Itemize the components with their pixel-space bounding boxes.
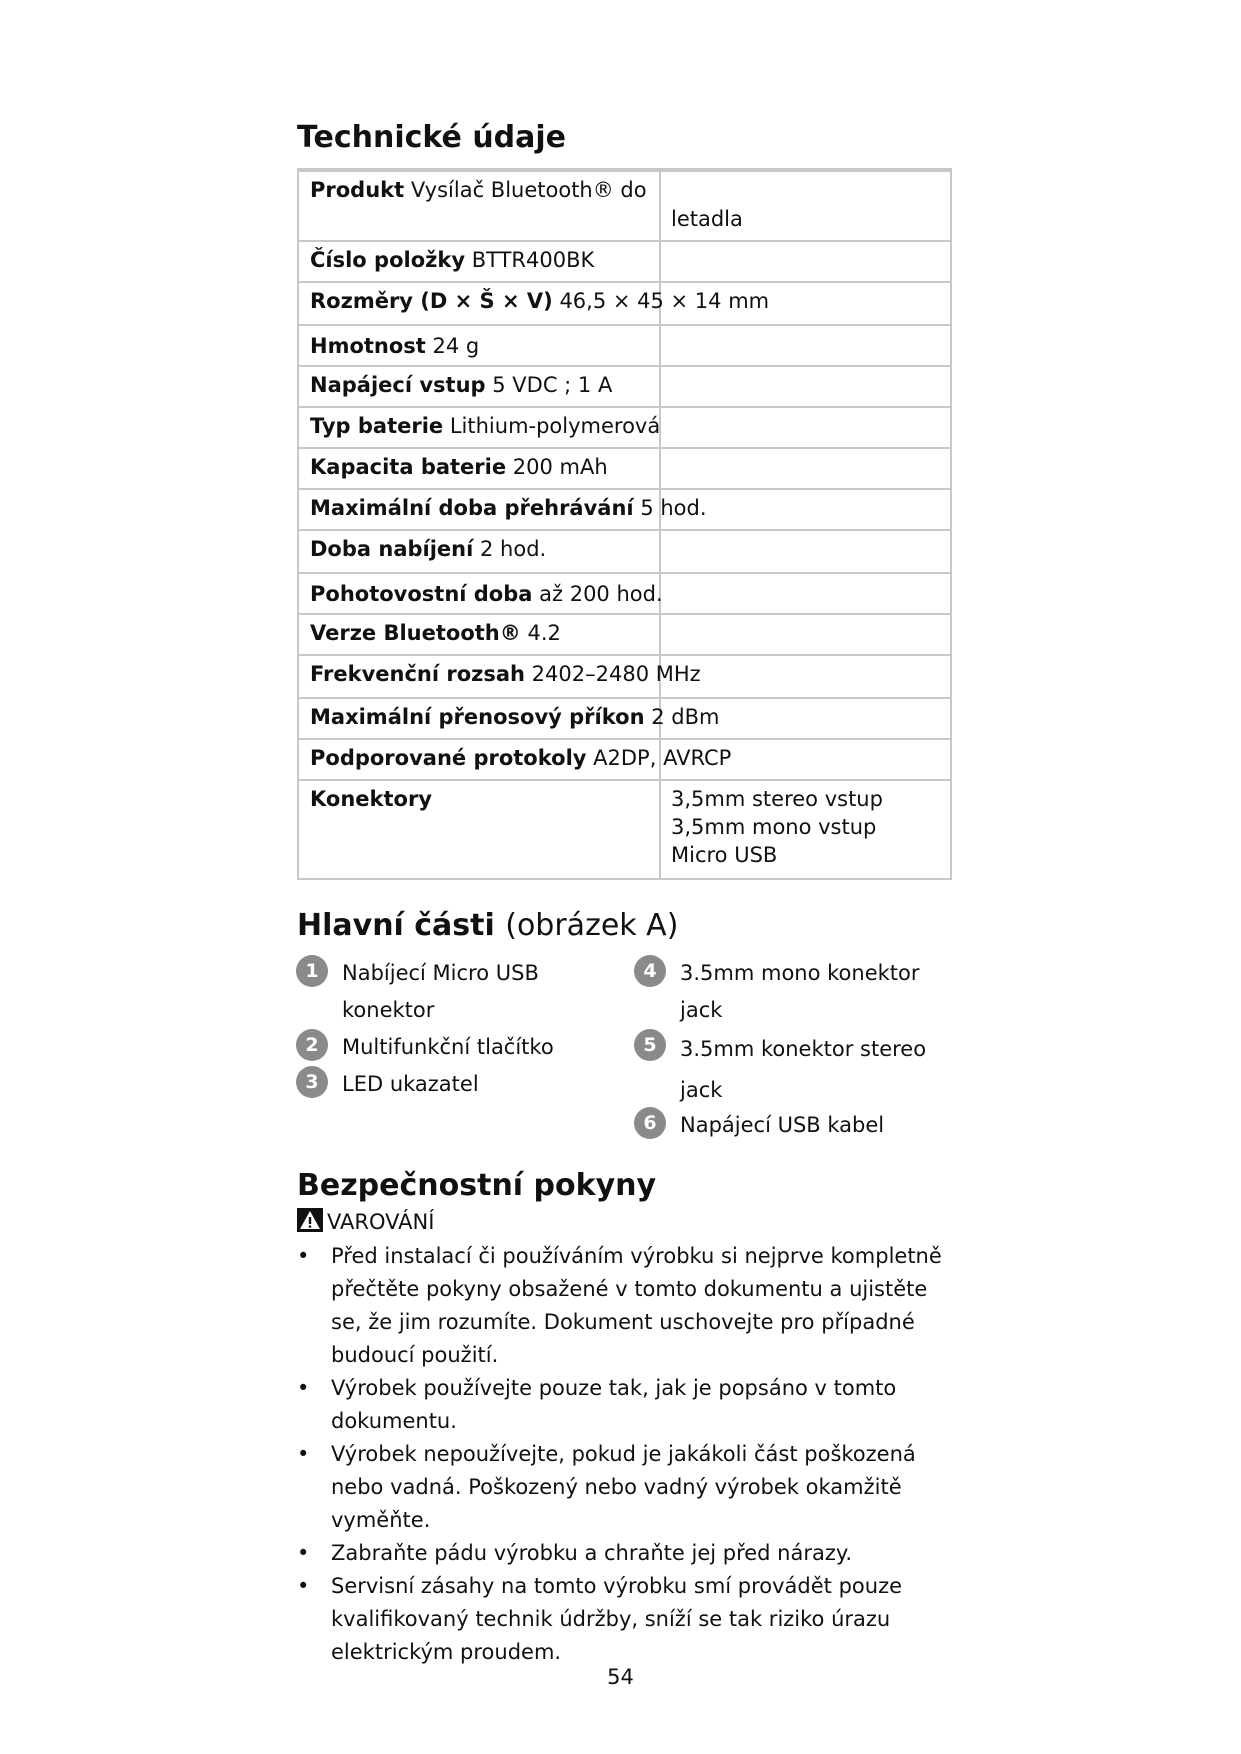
spec-value: 2 dBm [651, 705, 720, 729]
table-row [299, 738, 950, 781]
spec-label: Frekvenční rozsah [310, 662, 525, 686]
section-title-safety: Bezpečnostní pokyny [297, 1168, 657, 1203]
spec-label: Maximální přenosový příkon [310, 705, 645, 729]
warning-label: VAROVÁNÍ [327, 1210, 435, 1234]
list-item [297, 1372, 957, 1438]
spec-table [297, 168, 952, 880]
section-title-technical: Technické údaje [297, 120, 567, 155]
part-label: 3.5mm konektor stereo jack [680, 1037, 927, 1102]
number-badge: 6 [634, 1107, 666, 1139]
list-item [297, 1438, 957, 1537]
parts-subtitle: (obrázek A) [505, 908, 679, 943]
spec-label: Rozměry (D × Š × V) [310, 289, 553, 313]
spec-label: Konektory [310, 787, 433, 811]
spec-label: Podporované protokoly [310, 746, 587, 770]
part-label: 3.5mm mono konektor jack [680, 961, 920, 1022]
table-row [299, 779, 950, 880]
spec-value: 200 mAh [512, 455, 608, 479]
bullet-text: Před instalací či používáním výrobku si nejprve kompletně přečtěte pokyny obsažené v tomto dokumentu a ujistěte se, že jim rozumíte. Dokument uschovejte pro případné budoucí použití. [331, 1244, 942, 1367]
table-row [299, 447, 950, 490]
number-badge: 3 [296, 1066, 328, 1098]
spec-label: Číslo položky [310, 248, 466, 272]
bullet-text: Zabraňte pádu výrobku a chraňte jej před nárazy. [331, 1541, 852, 1565]
spec-label: Typ baterie [310, 414, 444, 438]
table-row [299, 406, 950, 449]
part-label: Multifunkční tlačítko [342, 1035, 554, 1059]
table-row [299, 488, 950, 531]
spec-label: Doba nabíjení [310, 537, 474, 561]
bullet-text: Servisní zásahy na tomto výrobku smí provádět pouze kvalifikovaný technik údržby, sníží se tak riziko úrazu elektrickým proudem. [331, 1574, 903, 1664]
spec-value-right: 3,5mm mono vstup [671, 815, 877, 839]
spec-value: 2 hod. [480, 537, 547, 561]
bullet-icon: • [297, 1574, 310, 1598]
spec-value: až 200 hod. [539, 582, 663, 606]
spec-value-right: 3,5mm stereo vstup [671, 787, 883, 811]
part-label: Napájecí USB kabel [680, 1113, 885, 1137]
spec-label: Verze Bluetooth® [310, 621, 521, 645]
table-row [299, 697, 950, 740]
number-badge: 4 [634, 955, 666, 987]
page-number: 54 [607, 1665, 634, 1689]
spec-value: 5 hod. [640, 496, 707, 520]
spec-value: 2402–2480 MHz [531, 662, 701, 686]
part-label: LED ukazatel [342, 1072, 479, 1096]
spec-label: Pohotovostní doba [310, 582, 533, 606]
table-row [299, 240, 950, 283]
spec-value: 5 VDC ; 1 A [492, 373, 613, 397]
spec-value-right: Micro USB [671, 843, 778, 867]
spec-value: 46,5 × 45 × 14 mm [559, 289, 770, 313]
spec-label: Maximální doba přehrávání [310, 496, 634, 520]
table-row [299, 324, 950, 367]
table-row [299, 572, 950, 615]
spec-label: Produkt [310, 178, 405, 202]
bullet-text: Výrobek nepoužívejte, pokud je jakákoli část poškozená nebo vadná. Poškozený nebo vadný výrobek okamžitě vyměňte. [331, 1442, 916, 1532]
bullet-icon: • [297, 1376, 310, 1400]
list-item [297, 1240, 957, 1372]
table-row [299, 170, 950, 242]
spec-label: Hmotnost [310, 334, 426, 358]
spec-value: 4.2 [527, 621, 561, 645]
spec-value: Vysílač Bluetooth® do [410, 178, 647, 202]
spec-value: BTTR400BK [471, 248, 595, 272]
table-row [299, 613, 950, 656]
spec-label: Napájecí vstup [310, 373, 486, 397]
spec-label: Kapacita baterie [310, 455, 507, 479]
bullet-icon: • [297, 1244, 310, 1268]
table-row [299, 529, 950, 574]
bullet-icon: • [297, 1442, 310, 1466]
safety-list [297, 1240, 957, 1669]
table-row [299, 281, 950, 326]
table-row [299, 654, 950, 699]
number-badge: 2 [296, 1029, 328, 1061]
list-item [297, 1570, 957, 1669]
bullet-text: Výrobek používejte pouze tak, jak je popsáno v tomto dokumentu. [331, 1376, 897, 1433]
number-badge: 5 [634, 1029, 666, 1061]
spec-value: A2DP, AVRCP [593, 746, 732, 770]
section-title-parts [297, 908, 678, 944]
part-label: Nabíjecí Micro USB konektor [342, 961, 539, 1022]
number-badge: 1 [296, 955, 328, 987]
spec-value-right: letadla [671, 207, 743, 231]
spec-value: 24 g [432, 334, 480, 358]
list-item [297, 1537, 957, 1570]
table-row [299, 365, 950, 408]
spec-value: Lithium-polymerová [449, 414, 661, 438]
parts-title: Hlavní části [297, 908, 495, 943]
warning-label-row [297, 1207, 434, 1237]
warning-icon [297, 1208, 323, 1232]
bullet-icon: • [297, 1541, 310, 1565]
